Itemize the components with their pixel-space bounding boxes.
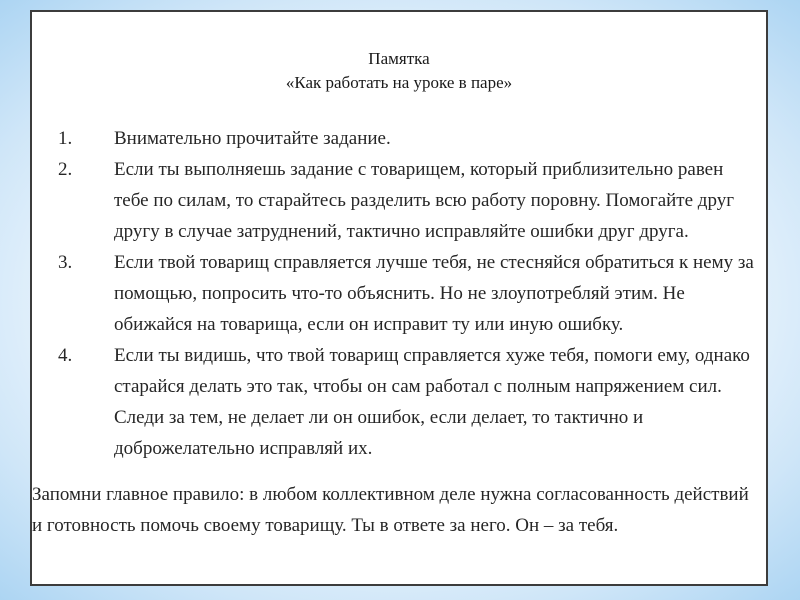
list-item-text: Если твой товарищ справляется лучше тебя, не стесняйся обратиться к нему за помощью, попросить что-то объяснить. Но не злоупотребляй этим. Не обижайся на товарища, если он исправит ту или иную ошибку. [114, 252, 754, 335]
main-rule-text: Запомни главное правило: в любом коллективном деле нужна согласованность действий и готовность помочь своему товарищу. Ты в ответе за него. Он – за тебя. [32, 484, 749, 536]
list-item [56, 340, 762, 464]
list-number: 2. [58, 159, 73, 180]
memo-title: Памятка [368, 49, 430, 68]
list-number: 4. [58, 345, 73, 366]
list-number: 1. [58, 128, 73, 149]
memo-sheet [30, 10, 768, 586]
list-item-text: Внимательно прочитайте задание. [114, 128, 391, 149]
memo-subtitle: «Как работать на уроке в паре» [285, 73, 513, 92]
list-item [56, 154, 762, 247]
list-item-text: Если ты видишь, что твой товарищ справляется хуже тебя, помоги ему, однако старайся делать это так, чтобы он сам работал с полным напряжением сил. Следи за тем, не делает ли он ошибок, если делает, то тактично и доброжелательно исправляй их. [114, 345, 750, 459]
memo-header [32, 48, 766, 94]
rules-list [56, 123, 762, 464]
list-item [56, 247, 762, 340]
list-number: 3. [58, 252, 73, 273]
list-item-text: Если ты выполняешь задание с товарищем, который приблизительно равен тебе по силам, то старайтесь разделить всю работу поровну. Помогайте друг другу в случае затруднений, тактично исправляйте ошибки друг друга. [114, 159, 734, 242]
list-item [56, 123, 762, 154]
